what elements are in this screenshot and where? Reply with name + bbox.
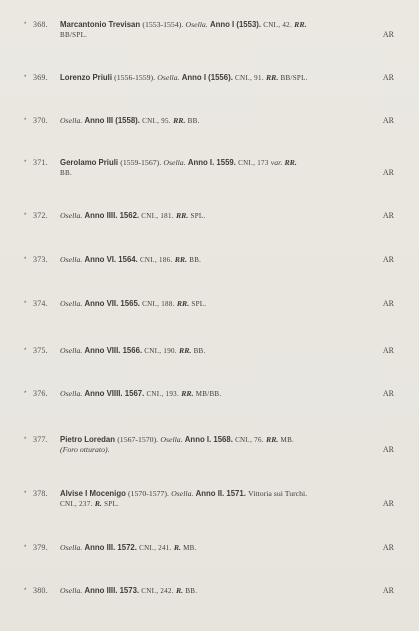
lot-description	[60, 435, 394, 445]
star-marker: *	[24, 437, 27, 443]
metal: AR	[382, 168, 394, 177]
doge-name: Gerolamo Priuli	[60, 158, 119, 167]
metal: AR	[382, 389, 394, 398]
doge-name: Alvise I Mocenigo	[60, 489, 126, 498]
coin-type: Osella.	[171, 489, 194, 498]
reference: CNI., 190.	[144, 347, 177, 355]
coin-type: Osella.	[60, 116, 83, 125]
reference: CNI., 76.	[235, 436, 264, 444]
star-marker: *	[24, 75, 27, 81]
rarity: R.	[94, 499, 102, 508]
lot-number: 376.	[33, 389, 48, 398]
rarity: RR.	[294, 20, 307, 29]
coin-type: Osella.	[160, 435, 183, 444]
star-marker: *	[24, 301, 27, 307]
reference: CNI., 188.	[142, 300, 175, 308]
coin-year: Anno VIIII. 1567.	[84, 389, 145, 398]
grade: BB.	[60, 169, 72, 177]
lot-number: 369.	[33, 73, 48, 82]
lot-number: 372.	[33, 211, 48, 220]
lot-description	[60, 116, 394, 126]
star-marker: *	[24, 213, 27, 219]
grade: BB.	[193, 347, 206, 355]
reign-dates: (1556-1559).	[114, 73, 156, 82]
coin-year: Anno I. 1568.	[184, 435, 233, 444]
star-marker: *	[24, 491, 27, 497]
rarity: R.	[175, 586, 184, 595]
coin-year: Anno I (1553).	[209, 20, 262, 29]
variant: var.	[270, 158, 283, 167]
lot-description	[60, 346, 394, 356]
star-marker: *	[24, 348, 27, 354]
lot-number: 368.	[33, 20, 48, 29]
coin-year: Anno VI. 1564.	[84, 255, 138, 264]
metal: AR	[382, 346, 394, 355]
rarity: RR.	[176, 299, 190, 308]
coin-type: Osella.	[60, 299, 83, 308]
reference: CNI., 181.	[141, 212, 174, 220]
rarity: RR.	[179, 346, 192, 355]
coin-year: Anno VII. 1565.	[84, 299, 140, 308]
metal: AR	[382, 30, 394, 39]
grade: BB.	[187, 117, 200, 125]
reference: CNI., 193.	[146, 390, 180, 398]
reference: CNI., 42.	[263, 21, 292, 29]
coin-type: Osella.	[185, 20, 208, 29]
grade: MB/BB.	[195, 390, 222, 398]
coin-type: Osella.	[60, 389, 83, 398]
grade: BB/SPL.	[60, 31, 88, 39]
grade: BB.	[185, 587, 198, 595]
lot-description	[60, 586, 394, 596]
coin-type: Osella.	[60, 255, 83, 264]
lot-description	[60, 543, 394, 553]
lot-number: 373.	[33, 255, 48, 264]
lot-description	[60, 158, 394, 168]
lot-number: 379.	[33, 543, 48, 552]
rarity: RR.	[181, 389, 194, 398]
grade: MB.	[280, 436, 295, 444]
metal: AR	[382, 211, 394, 220]
lot-number: 370.	[33, 116, 48, 125]
lot-number: 377.	[33, 435, 48, 444]
doge-name: Lorenzo Priuli	[60, 73, 112, 82]
grade: SPL.	[190, 212, 206, 220]
grade: BB/SPL.	[280, 74, 308, 82]
lot-description	[60, 20, 394, 30]
coin-subject: Vittoria sui Turchi.	[248, 489, 308, 498]
coin-type: Osella.	[157, 73, 180, 82]
star-marker: *	[24, 391, 27, 397]
reference: CNI., 237.	[60, 500, 93, 508]
rarity: RR.	[175, 211, 189, 220]
lot-number: 378.	[33, 489, 48, 498]
reign-dates: (1567-1570).	[117, 435, 159, 444]
lot-description	[60, 211, 394, 221]
reference: CNI., 241.	[139, 544, 172, 552]
star-marker: *	[24, 22, 27, 28]
star-marker: *	[24, 160, 27, 166]
lot-number: 371.	[33, 158, 48, 167]
rarity: RR.	[265, 73, 279, 82]
metal: AR	[382, 499, 394, 508]
reign-dates: (1553-1554).	[142, 20, 184, 29]
reign-dates: (1559-1567).	[120, 158, 162, 167]
coin-type: Osella.	[163, 158, 186, 167]
coin-year: Anno I (1556).	[181, 73, 233, 82]
lot-description	[60, 255, 394, 265]
coin-year: Anno III. 1572.	[84, 543, 137, 552]
metal: AR	[382, 543, 394, 552]
grade: SPL.	[191, 300, 207, 308]
rarity: R.	[173, 543, 181, 552]
coin-type: Osella.	[60, 586, 83, 595]
lot-description	[60, 299, 394, 309]
lot-number: 374.	[33, 299, 48, 308]
reign-dates: (1570-1577).	[128, 489, 169, 498]
reference: CNI., 95.	[142, 117, 171, 125]
metal: AR	[382, 445, 394, 454]
coin-year: Anno II. 1571.	[195, 489, 246, 498]
lot-description-line2	[60, 499, 119, 509]
coin-type: Osella.	[60, 346, 83, 355]
reference: CNI., 186.	[139, 256, 173, 264]
coin-type: Osella.	[60, 211, 83, 220]
metal: AR	[382, 586, 394, 595]
grade: MB.	[183, 544, 197, 552]
grade: SPL.	[104, 500, 120, 508]
star-marker: *	[24, 545, 27, 551]
lot-number: 375.	[33, 346, 48, 355]
grade: BB.	[189, 256, 202, 264]
metal: AR	[382, 116, 394, 125]
star-marker: *	[24, 257, 27, 263]
reference: CNI., 173	[238, 159, 269, 167]
lot-description	[60, 389, 394, 399]
metal: AR	[382, 73, 394, 82]
metal: AR	[382, 299, 394, 308]
lot-number: 380.	[33, 586, 48, 595]
coin-type: Osella.	[60, 543, 83, 552]
star-marker: *	[24, 118, 27, 124]
rarity: RR.	[284, 158, 297, 167]
reference: CNI., 242.	[141, 587, 174, 595]
reference: CNI., 91.	[235, 74, 264, 82]
metal: AR	[382, 255, 394, 264]
rarity: RR.	[266, 435, 279, 444]
rarity: RR.	[174, 255, 188, 264]
lot-description	[60, 73, 394, 83]
coin-year: Anno I. 1559.	[187, 158, 236, 167]
coin-year: Anno VIII. 1566.	[84, 346, 143, 355]
star-marker: *	[24, 588, 27, 594]
doge-name: Marcantonio Trevisan	[60, 20, 141, 29]
doge-name: Pietro Loredan	[60, 435, 116, 444]
lot-description	[60, 489, 394, 499]
rarity: RR.	[173, 116, 186, 125]
coin-year: Anno IIII. 1573.	[84, 586, 140, 595]
condition-note: (Foro otturato).	[60, 445, 110, 454]
coin-year: Anno III (1558).	[84, 116, 140, 125]
coin-year: Anno IIII. 1562.	[84, 211, 140, 220]
